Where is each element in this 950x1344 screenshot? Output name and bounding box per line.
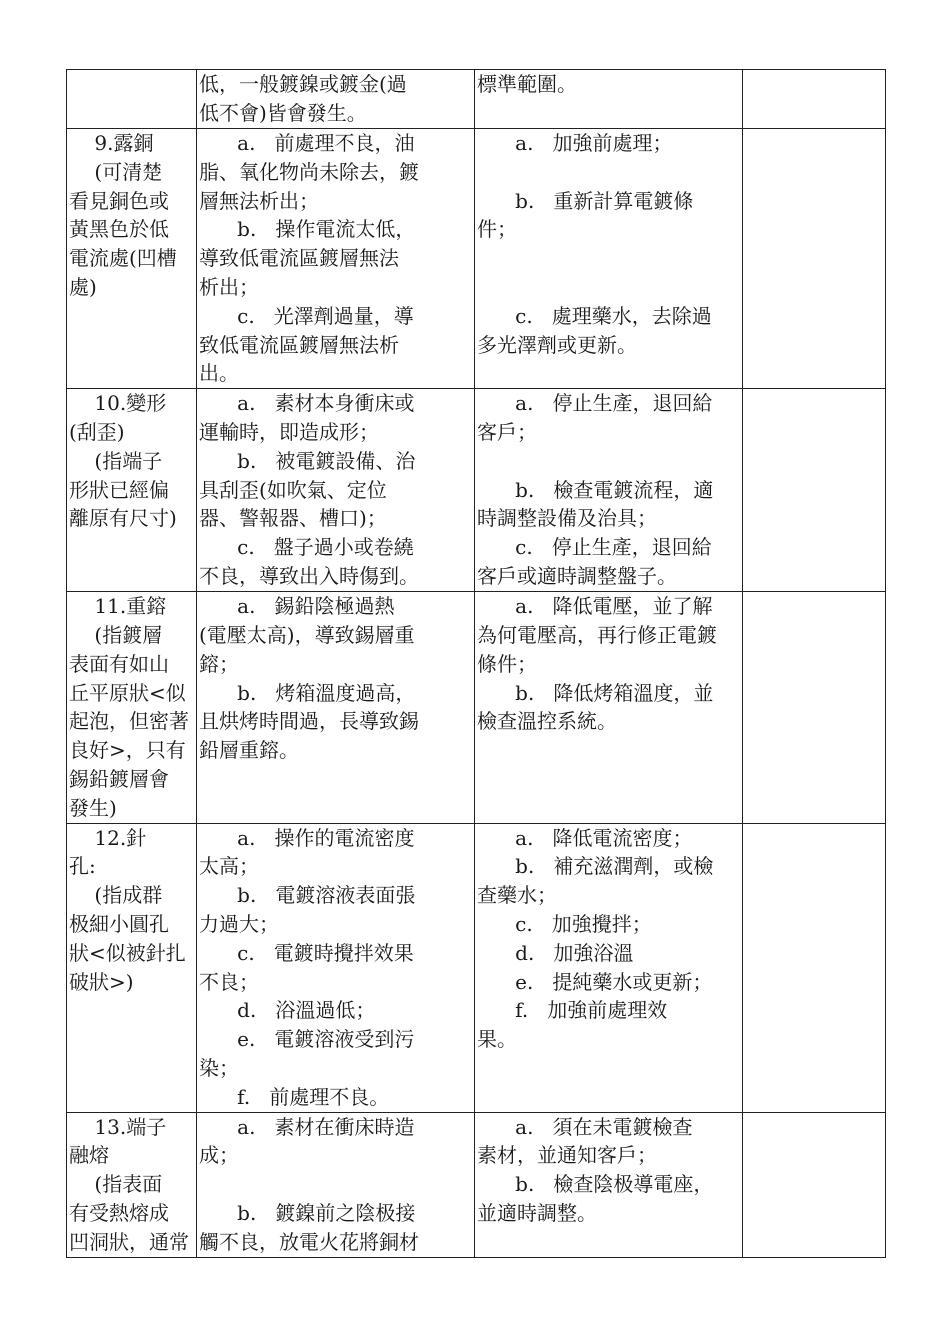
text-line: 11.重鎔 (69, 594, 167, 619)
defect-item-cell (67, 70, 197, 129)
defect-item-cell (67, 389, 197, 592)
text-line: a. 素材在衝床時造 (199, 1114, 415, 1139)
text-line: 時調整設備及治具； (477, 506, 657, 531)
text-line: c. 電鍍時攪拌效果 (199, 940, 414, 965)
text-line: 力過大； (199, 911, 279, 936)
text-line: 起泡，但密著 (69, 709, 189, 734)
defect-item-cell (67, 1112, 197, 1257)
text-line: 條件； (477, 651, 537, 676)
remark-cell (743, 1112, 886, 1257)
table-row (67, 823, 886, 1112)
text-line: (指成群 (69, 883, 163, 908)
text-line: (刮歪) (69, 419, 125, 444)
text-line (477, 447, 742, 476)
text-line: a. 前處理不良，油 (199, 131, 415, 155)
text-line: d. 浴溫過低； (199, 998, 376, 1023)
text-line: 為何電壓高，再行修正電鍍 (477, 622, 717, 647)
text-line: (指端子 (69, 448, 163, 473)
text-line: b. 補充滋潤劑，或檢 (477, 854, 714, 879)
text-line: 查藥水； (477, 883, 557, 908)
text-line: 客戶或適時調整盤子。 (477, 563, 677, 588)
text-line: 離原有尺寸) (69, 506, 177, 531)
text-line: 素材，並通知客戶； (477, 1143, 657, 1168)
text-line: f. 前處理不良。 (199, 1084, 390, 1109)
text-line: 形狀已經偏 (69, 477, 169, 502)
text-line: 凹洞狀，通常 (69, 1229, 189, 1254)
text-line: 多光澤劑或更新。 (477, 332, 637, 357)
text-line: b. 檢查陰极導電座， (477, 1172, 714, 1197)
text-line: 低不會)皆會發生。 (199, 100, 367, 125)
text-line: 不良，導致出入時傷到。 (199, 563, 419, 588)
text-line: 件； (477, 217, 517, 242)
remark-cell (743, 70, 886, 129)
defect-item-cell (67, 592, 197, 823)
text-line: 丘平原狀<似 (69, 680, 186, 705)
text-line: 處) (69, 274, 97, 299)
text-line: 低，一般鍍鎳或鍍金(過 (199, 72, 407, 96)
cause-cell (197, 129, 475, 389)
text-line: 並適時調整。 (477, 1200, 597, 1225)
table-row (67, 389, 886, 592)
text-line: 層無法析出； (199, 188, 319, 213)
table-row (67, 1112, 886, 1257)
remark-cell (743, 592, 886, 823)
text-line: 且烘烤時間過，長導致錫 (199, 709, 419, 734)
text-line: 破狀>) (69, 969, 134, 994)
cause-cell (197, 70, 475, 129)
text-line: 析出； (199, 274, 259, 299)
solution-cell (475, 70, 743, 129)
text-line: 錫鉛鍍層會 (69, 766, 169, 791)
text-line (477, 273, 742, 302)
text-line: 狀<似被針扎 (69, 940, 186, 965)
text-line: 9.露銅 (69, 131, 154, 155)
defect-table-body (67, 70, 886, 1258)
text-line: b. 電鍍溶液表面張 (199, 883, 416, 908)
text-line: a. 降低電流密度； (477, 825, 693, 850)
text-line: 有受熱熔成 (69, 1200, 169, 1225)
text-line: 標準範圍。 (477, 72, 577, 96)
text-line: a. 停止生產，退回給 (477, 391, 713, 416)
defect-item-cell (67, 823, 197, 1112)
text-line: 檢查溫控系統。 (477, 709, 617, 734)
text-line: 果。 (477, 1027, 517, 1052)
text-line: 10.變形 (69, 391, 167, 416)
text-line: b. 檢查電鍍流程，適 (477, 477, 714, 502)
text-line: a. 操作的電流密度 (199, 825, 415, 850)
text-line: 看見銅色或 (69, 188, 169, 213)
table-row (67, 70, 886, 129)
table-row (67, 592, 886, 823)
text-line: 出。 (199, 361, 239, 386)
text-line: a. 須在未電鍍檢查 (477, 1114, 693, 1139)
text-line: c. 光澤劑過量，導 (199, 303, 414, 328)
cause-cell (197, 389, 475, 592)
text-line: 不良； (199, 969, 259, 994)
solution-cell (475, 389, 743, 592)
defect-item-cell (67, 129, 197, 389)
solution-cell (475, 1112, 743, 1257)
text-line: c. 停止生產，退回給 (477, 535, 712, 560)
text-line: 鉛層重鎔。 (199, 738, 299, 763)
text-line: b. 被電鍍設備、治 (199, 448, 416, 473)
text-line: 13.端子 (69, 1114, 167, 1139)
text-line: 染； (199, 1055, 239, 1080)
text-line: 客戶； (477, 419, 537, 444)
cause-cell (197, 823, 475, 1112)
text-line: 器、警報器、槽口)； (199, 506, 387, 531)
text-line: 12.針 (69, 825, 147, 850)
text-line: 運輸時，即造成形； (199, 419, 379, 444)
text-line: 發生) (69, 795, 117, 820)
text-line: a. 降低電壓，並了解 (477, 594, 713, 619)
text-line: 具刮歪(如吹氣、定位 (199, 477, 387, 502)
text-line: b. 烤箱溫度過高， (199, 680, 416, 705)
table-row (67, 129, 886, 389)
solution-cell (475, 823, 743, 1112)
text-line: 鎔； (199, 651, 239, 676)
text-line (477, 244, 742, 273)
text-line: b. 重新計算電鍍條 (477, 188, 694, 213)
remark-cell (743, 823, 886, 1112)
defect-table (66, 69, 886, 1258)
text-line: e. 提純藥水或更新； (477, 969, 713, 994)
text-line: 表面有如山 (69, 651, 169, 676)
cause-cell (197, 1112, 475, 1257)
text-line: 良好>，只有 (69, 738, 186, 763)
text-line: 融熔 (69, 1143, 109, 1168)
text-line: 導致低電流區鍍層無法 (199, 246, 399, 271)
text-line: b. 操作電流太低， (199, 217, 416, 242)
text-line: a. 素材本身衝床或 (199, 391, 415, 416)
text-line: b. 鍍鎳前之陰极接 (199, 1200, 416, 1225)
text-line: e. 電鍍溶液受到污 (199, 1027, 415, 1052)
text-line: (電壓太高)，導致錫層重 (199, 622, 415, 647)
text-line: 成； (199, 1143, 239, 1168)
text-line: 黃黑色於低 (69, 217, 169, 242)
text-line: 致低電流區鍍層無法析 (199, 332, 399, 357)
text-line: c. 盤子過小或卷繞 (199, 535, 414, 560)
text-line: 脂、氧化物尚未除去，鍍 (199, 159, 419, 184)
text-line: 孔: (69, 854, 96, 879)
text-line: (可清楚 (69, 159, 163, 184)
text-line: a. 加強前處理； (477, 131, 673, 155)
text-line: b. 降低烤箱溫度，並 (477, 680, 714, 705)
text-line (477, 158, 742, 187)
text-line: c. 加強攪拌； (477, 911, 652, 936)
text-line: 极細小圓孔 (69, 911, 169, 936)
text-line (199, 1170, 474, 1199)
text-line: 觸不良，放電火花將銅材 (199, 1229, 419, 1254)
cause-cell (197, 592, 475, 823)
text-line: a. 錫鉛陰極過熱 (199, 594, 395, 619)
remark-cell (743, 129, 886, 389)
text-line: 電流處(凹槽 (69, 246, 177, 271)
remark-cell (743, 389, 886, 592)
text-line: c. 處理藥水，去除過 (477, 303, 712, 328)
text-line: f. 加強前處理效 (477, 998, 668, 1023)
text-line: (指鍍層 (69, 622, 163, 647)
text-line: 太高； (199, 854, 259, 879)
solution-cell (475, 129, 743, 389)
text-line: d. 加強浴溫 (477, 940, 634, 965)
text-line: (指表面 (69, 1172, 163, 1197)
solution-cell (475, 592, 743, 823)
